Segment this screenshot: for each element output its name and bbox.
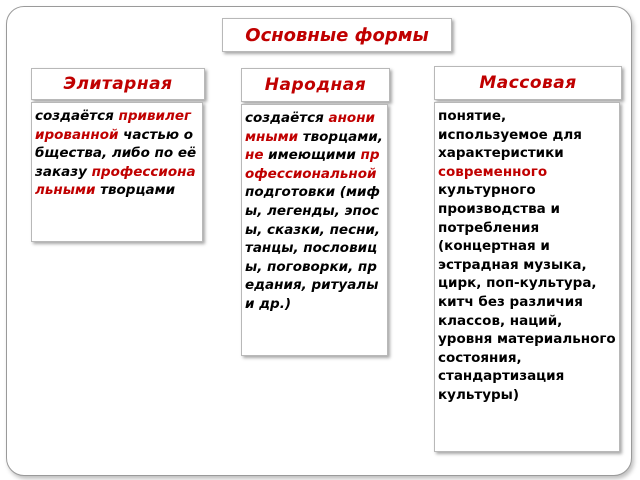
mass-title: Массовая	[434, 66, 622, 100]
elite-desc-highlight-1: привилегированной	[35, 108, 192, 143]
folk-desc-text-1: создаётся	[245, 110, 329, 126]
main-title: Основные формы	[222, 18, 452, 52]
elite-desc-text-1: создаётся	[35, 108, 119, 124]
mass-desc-text-1: понятие, используемое для характеристики	[438, 108, 582, 162]
elite-title: Элитарная	[31, 68, 205, 100]
elite-desc-text-3: творцами	[95, 182, 176, 199]
elite-description	[31, 102, 203, 242]
elite-desc-highlight-2: профессиональными	[35, 163, 196, 199]
folk-desc-text-3: имеющими	[263, 147, 361, 164]
folk-desc-highlight-2: не	[245, 147, 264, 164]
mass-desc-highlight-1: современного	[438, 163, 548, 180]
mass-desc-text-2: культурного производства и потребления (концертная и эстрадная музыка, цирк, поп-культура, китч без различия классов, наций, уровня материального состояния, стандартизация культуры)	[438, 182, 616, 403]
elite-desc-text-2: частью общества, либо по её заказу	[35, 126, 197, 180]
folk-desc-highlight-1: анонимными	[245, 110, 375, 145]
folk-description	[241, 104, 388, 356]
folk-desc-text-2: творцами,	[298, 128, 383, 145]
folk-desc-text-4: подготовки (мифы, легенды, эпосы, сказки, песни, танцы, пословицы, поговорки, предания, ритуалы и др.)	[245, 184, 381, 312]
mass-description	[434, 102, 620, 452]
folk-title: Народная	[241, 68, 390, 102]
folk-desc-highlight-3: профессиональной	[245, 147, 380, 182]
